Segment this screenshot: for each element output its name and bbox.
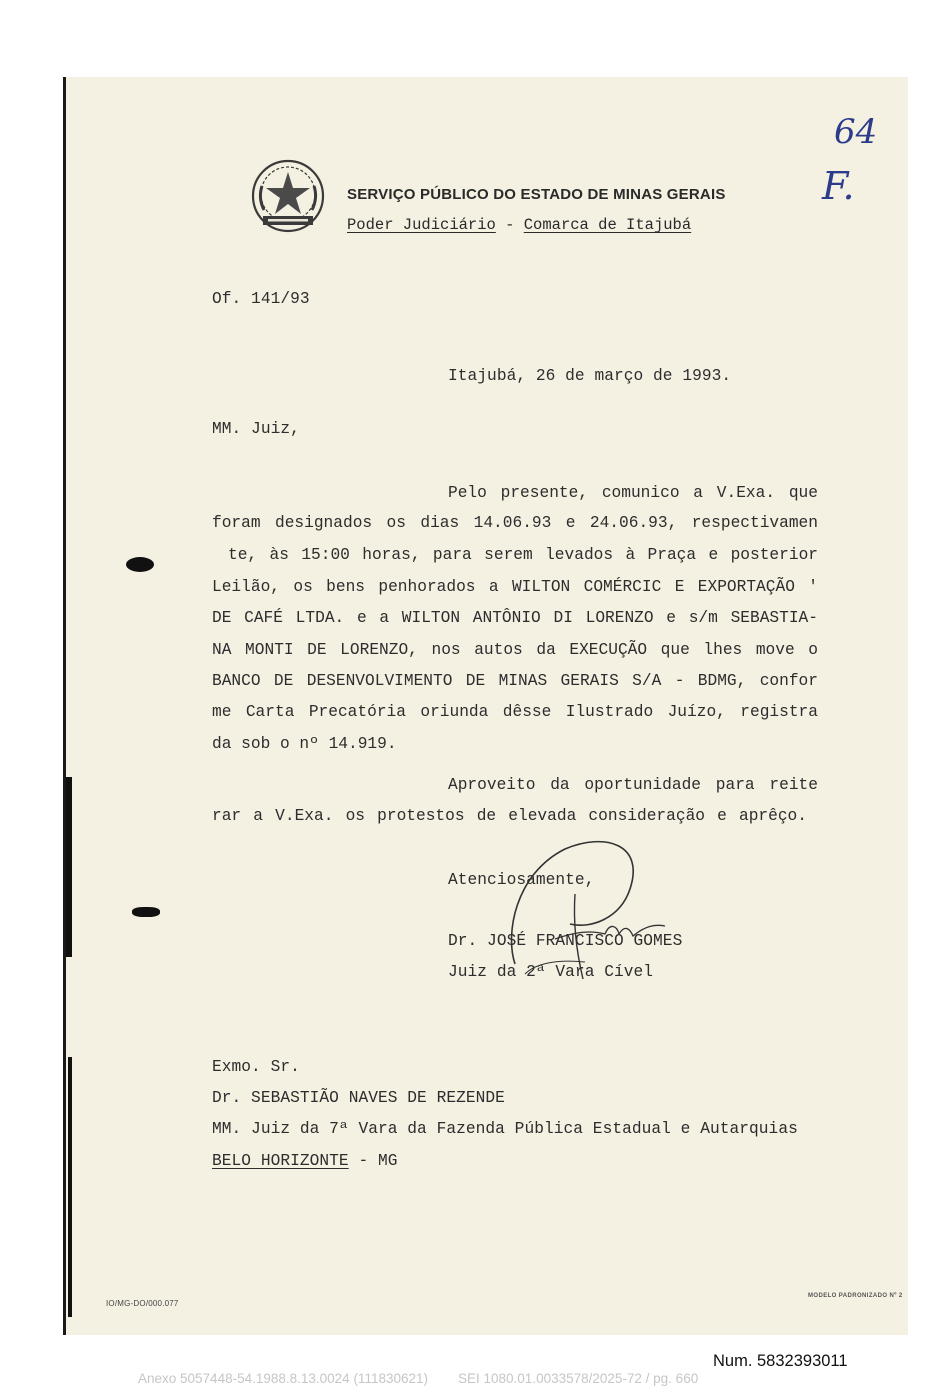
folio-annotation bbox=[820, 112, 890, 222]
salutation: MM. Juiz, bbox=[212, 420, 300, 438]
paragraph-line: DE CAFÉ LTDA. e a WILTON ANTÔNIO DI LORENZO e s/m SEBASTIA- bbox=[212, 609, 818, 627]
paragraph-line: da sob o nº 14.919. bbox=[212, 735, 397, 753]
paragraph-line: me Carta Precatória oriunda dêsse Ilustrado Juízo, registra bbox=[212, 703, 818, 721]
state-seal-icon bbox=[250, 158, 326, 234]
closing: Atenciosamente, bbox=[448, 871, 595, 889]
header-subtitle-right: Comarca de Itajubá bbox=[523, 216, 692, 234]
page-number: Num. 5832393011 bbox=[713, 1352, 848, 1370]
date-line: Itajubá, 26 de março de 1993. bbox=[448, 367, 732, 385]
archive-stamp: Anexo 5057448-54.1988.8.13.0024 (111830621) SEI 1080.01.0033578/2025-72 / pg. 660 bbox=[138, 1371, 699, 1386]
paragraph-line: NA MONTI DE LORENZO, nos autos da EXECUÇÃO que lhes move o bbox=[212, 641, 818, 659]
recipient-name: Dr. SEBASTIÃO NAVES DE REZENDE bbox=[212, 1089, 505, 1107]
binding-mark bbox=[68, 1057, 72, 1317]
header-title: SERVIÇO PÚBLICO DO ESTADO DE MINAS GERAIS bbox=[347, 186, 726, 203]
recipient-city-state: - MG bbox=[348, 1152, 398, 1170]
binding-mark bbox=[66, 777, 72, 957]
recipient-title: MM. Juiz da 7ª Vara da Fazenda Pública Estadual e Autarquias bbox=[212, 1120, 798, 1138]
header-subtitle-left: Poder Judiciário bbox=[347, 216, 496, 234]
reference-number: Of. 141/93 bbox=[212, 290, 310, 308]
paragraph-line: Aproveito da oportunidade para reite bbox=[448, 776, 818, 794]
paragraph-line: foram designados os dias 14.06.93 e 24.06.93, respectivamen bbox=[212, 514, 818, 532]
signer-name: Dr. JOSÉ FRANCISCO GOMES bbox=[448, 932, 683, 950]
paragraph-line: rar a V.Exa. os protestos de elevada consideração e aprêço. bbox=[212, 807, 807, 825]
form-code: IO/MG-DO/000.077 bbox=[106, 1299, 179, 1308]
signature-scribble bbox=[495, 834, 675, 984]
paragraph-line: te, às 15:00 horas, para serem levados à Praça e posterior bbox=[228, 546, 818, 564]
recipient-city-name: BELO HORIZONTE bbox=[212, 1152, 349, 1170]
header-subtitle-separator: - bbox=[495, 216, 524, 234]
paragraph-line: Pelo presente, comunico a V.Exa. que bbox=[448, 484, 818, 502]
paragraph-line: Leilão, os bens penhorados a WILTON COMÉRCIC E EXPORTAÇÃO ' bbox=[212, 578, 818, 596]
header-subtitle bbox=[347, 216, 691, 234]
folio-mark: F. bbox=[822, 164, 855, 208]
ink-blot bbox=[132, 907, 160, 917]
recipient-city bbox=[212, 1152, 398, 1170]
recipient-line: Exmo. Sr. bbox=[212, 1058, 300, 1076]
ink-blot bbox=[126, 557, 154, 572]
signer-role: Juiz da 2ª Vara Cível bbox=[448, 963, 654, 981]
model-label: MODELO PADRONIZADO Nº 2 bbox=[808, 1293, 903, 1299]
paragraph-line: BANCO DE DESENVOLVIMENTO DE MINAS GERAIS S/A - BDMG, confor bbox=[212, 672, 818, 690]
folio-number: 64 bbox=[834, 112, 878, 152]
